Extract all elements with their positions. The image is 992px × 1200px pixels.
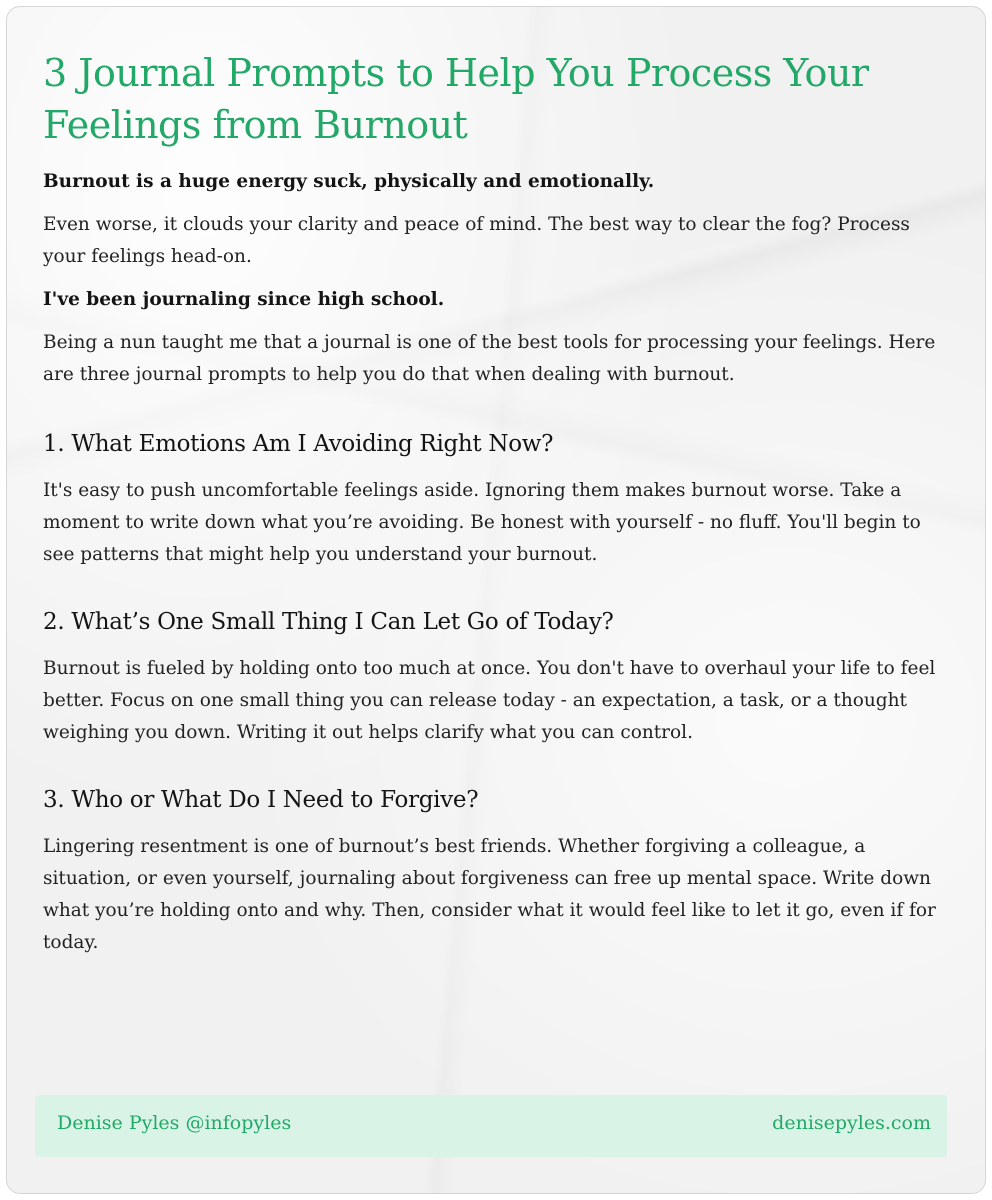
- intro-lead-2: I've been journaling since high school.: [43, 289, 445, 310]
- intro-lead-1: Burnout is a huge energy suck, physically and emotionally.: [43, 171, 655, 192]
- intro-paragraph-1: Even worse, it clouds your clarity and peace of mind. The best way to clear the fog? Process your feelings head-on.: [43, 214, 910, 267]
- intro-paragraph-2: Being a nun taught me that a journal is one of the best tools for processing your feelings. Here are three journal prompts to help you do that when dealing with burnout.: [43, 332, 936, 385]
- prompt-section-2: [43, 605, 953, 749]
- prompt-heading-2: 2. What’s One Small Thing I Can Let Go of Today?: [43, 609, 614, 635]
- post-content: [43, 47, 953, 959]
- prompt-body-3: Lingering resentment is one of burnout’s best friends. Whether forgiving a colleague, a situation, or even yourself, journaling about forgiveness can free up mental space. Write down what you’re holding onto and why. Then, consider what it would feel like to let it go, even if for today.: [43, 836, 936, 953]
- footer-banner: [35, 1095, 947, 1157]
- prompt-body-2: Burnout is fueled by holding onto too much at once. You don't have to overhaul your life to feel better. Focus on one small thing you can release today - an expectation, a task, or a thought weighing you down. Writing it out helps clarify what you can control.: [43, 658, 936, 743]
- prompt-heading-1: 1. What Emotions Am I Avoiding Right Now?: [43, 431, 554, 457]
- prompt-body-1: It's easy to push uncomfortable feelings aside. Ignoring them makes burnout worse. Take a moment to write down what you’re avoiding. Be honest with yourself - no fluff. You'll begin to see patterns that might help you understand your burnout.: [43, 480, 921, 565]
- prompt-section-3: [43, 783, 953, 959]
- page-title: 3 Journal Prompts to Help You Process Your Feelings from Burnout: [43, 51, 869, 147]
- footer-website-link[interactable]: denisepyles.com: [772, 1112, 931, 1134]
- post-card: [6, 6, 986, 1194]
- footer-author-handle[interactable]: Denise Pyles @infopyles: [57, 1112, 292, 1134]
- prompt-section-1: [43, 427, 953, 571]
- prompt-heading-3: 3. Who or What Do I Need to Forgive?: [43, 787, 479, 813]
